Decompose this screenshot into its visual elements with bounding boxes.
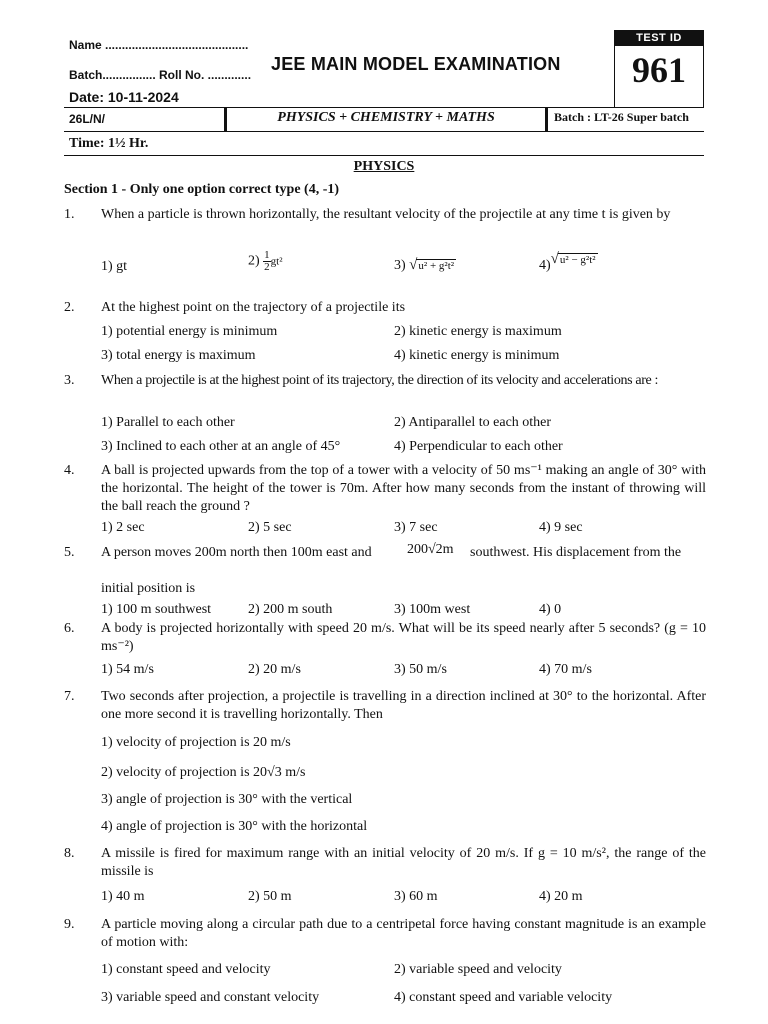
header-rule-top [64,107,704,108]
math-200-root2-m: 200√2m [407,542,454,557]
option-2: 2) velocity of projection is 20√3 m/s [101,765,306,780]
option-1: 1) gt [101,259,128,274]
option-2: 2) 5 sec [248,520,292,535]
option-3: 3) 100m west [394,602,471,617]
exam-time: Time: 1½ Hr. [69,136,149,151]
sqrt-u2-minus-g2t2: u² − g²t² [559,254,596,266]
option-2: 2) 20 m/s [248,662,301,677]
option-2: 2) variable speed and velocity [394,962,562,977]
header-rule-bottom [64,155,704,156]
question-text: At the highest point on the trajectory of a projectile its [101,300,406,315]
batch-code: 26L/N/ [69,112,106,126]
question-text-part-c: initial position is [101,581,196,596]
question-text-part-a: A person moves 200m north then 100m east and [101,545,372,560]
option-2 [248,250,283,273]
question-number: 4. [64,463,75,478]
option-1: 1) velocity of projection is 20 m/s [101,735,291,750]
section-title: Section 1 - Only one option correct type (4, -1) [64,182,340,197]
option-1: 1) potential energy is minimum [101,324,278,339]
test-id-number: 961 [632,50,686,90]
option-2: 2) 200 m south [248,602,333,617]
header-divider-2 [545,107,548,132]
section-subject-heading [0,159,768,175]
one-half-fraction [263,250,271,273]
question-number: 1. [64,207,75,222]
option-3: 3) total energy is maximum [101,348,256,363]
header-rule-mid [64,131,704,132]
question-text: Two seconds after projection, a projectile is travelling in a direction inclined at 30° to the horizontal. After one more second it is travelling horizontally. Then [101,689,706,722]
question-text: When a projectile is at the highest point of its trajectory, the direction of its velocity and accelerations are : [101,373,659,388]
question-number: 9. [64,917,75,932]
option-2-label: 2) [248,253,260,269]
option-3: 3) variable speed and constant velocity [101,990,320,1005]
option-1: 1) 100 m southwest [101,602,212,617]
question-number: 6. [64,621,75,636]
option-4: 4) 9 sec [539,520,583,535]
exam-date: Date: 10-11-2024 [69,89,179,105]
question-number: 3. [64,373,75,388]
test-id-label: TEST ID [615,31,703,46]
sqrt-symbol: √ [550,251,559,267]
option-4: 4) angle of projection is 30° with the horizontal [101,819,368,834]
question-text: A particle moving along a circular path due to a centripetal force having constant magnitude is an example of motion with: [101,917,706,950]
question-number: 5. [64,545,75,560]
option-3: 3) 50 m/s [394,662,447,677]
name-field-label: Name ........................................... [69,38,249,52]
section-subject: PHYSICS [353,159,415,174]
question-number: 2. [64,300,75,315]
option-1: 1) 54 m/s [101,662,154,677]
fraction-numerator: 1 [264,249,270,261]
option-1: 1) 40 m [101,889,145,904]
option-4: 4) Perpendicular to each other [394,439,563,454]
subjects-bar: PHYSICS + CHEMISTRY + MATHS [277,110,495,125]
option-1: 1) constant speed and velocity [101,962,271,977]
option-4: 4) 70 m/s [539,662,592,677]
question-number: 8. [64,846,75,861]
option-3: 3) Inclined to each other at an angle of 45° [101,439,341,454]
option-3 [394,256,456,275]
exam-title: JEE MAIN MODEL EXAMINATION [271,54,561,74]
option-4-label: 4) [539,258,551,273]
option-4 [539,250,598,273]
question-number: 7. [64,689,75,704]
question-text: When a particle is thrown horizontally, the resultant velocity of the projectile at any time t is given by [101,207,671,222]
header-divider-1 [224,107,227,132]
question-text: A missile is fired for maximum range with an initial velocity of 20 m/s. If g = 10 m/s², the range of the missile is [101,846,706,879]
question-text-part-b: southwest. His displacement from the [470,545,682,560]
option-3: 3) angle of projection is 30° with the vertical [101,792,353,807]
sqrt-symbol: √ [409,257,418,273]
option-3-label: 3) [394,258,406,273]
option-4: 4) constant speed and variable velocity [394,990,613,1005]
batch-name: Batch : LT-26 Super batch [554,110,689,124]
option-2: 2) 50 m [248,889,292,904]
question-text: A body is projected horizontally with speed 20 m/s. What will be its speed nearly after 5 seconds? (g = 10 ms⁻²) [101,621,706,654]
batch-roll-label: Batch................ Roll No. ............. [69,68,252,82]
option-4: 4) kinetic energy is minimum [394,348,560,363]
option-4: 4) 20 m [539,889,583,904]
option-3: 3) 7 sec [394,520,438,535]
gt-squared: gt² [270,255,283,268]
option-4: 4) 0 [539,602,562,617]
option-1: 1) 2 sec [101,520,145,535]
option-2: 2) kinetic energy is maximum [394,324,562,339]
fraction-denominator: 2 [264,261,270,273]
option-3: 3) 60 m [394,889,438,904]
test-id-box [614,30,704,108]
question-text: A ball is projected upwards from the top of a tower with a velocity of 50 ms⁻¹ making an angle of 30° with the horizontal. The height of the tower is 70m. After how many seconds from the instant of throwing will the ball reach the ground ? [101,463,706,514]
option-1: 1) Parallel to each other [101,415,235,430]
sqrt-u2-plus-g2t2: u² + g²t² [418,260,455,272]
option-2: 2) Antiparallel to each other [394,415,552,430]
